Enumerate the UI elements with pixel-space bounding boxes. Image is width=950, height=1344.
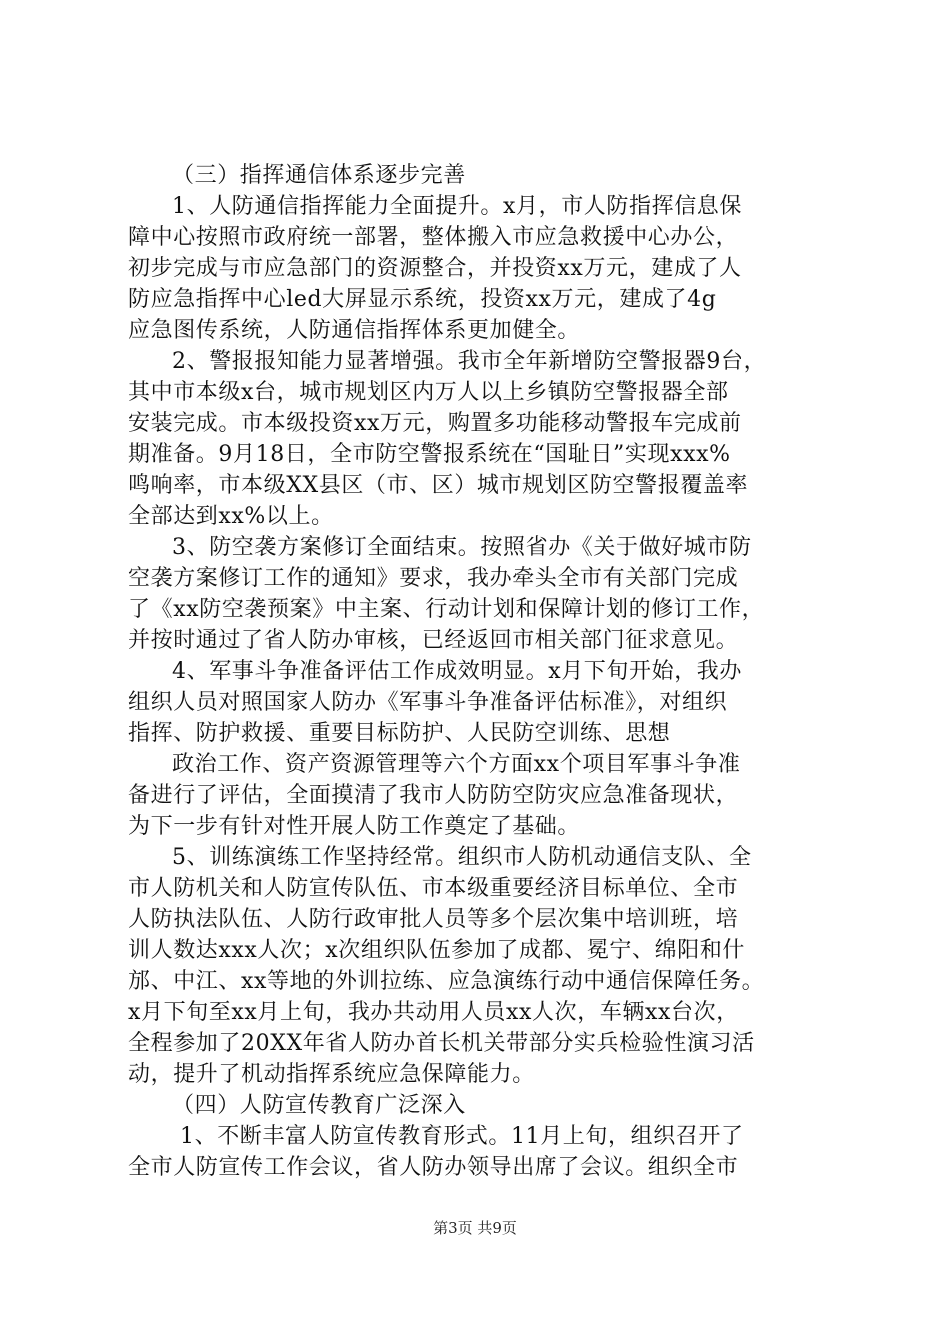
page-number-footer: 第3页 共9页: [433, 1219, 517, 1237]
paragraph-line: 应急图传系统，人防通信指挥体系更加健全。: [128, 318, 581, 343]
paragraph-line: 1、不断丰富人防宣传教育形式。11月上旬，组织召开了: [180, 1124, 744, 1149]
paragraph-line: 为下一步有针对性开展人防工作奠定了基础。: [128, 814, 581, 839]
paragraph-line: 训人数达xxx人次；x次组织队伍参加了成都、冕宁、绵阳和什: [128, 938, 746, 963]
paragraph-line: 安装完成。市本级投资xx万元，购置多功能移动警报车完成前: [128, 411, 742, 436]
paragraph-line: 初步完成与市应急部门的资源整合，并投资xx万元，建成了人: [128, 256, 742, 281]
section-heading-4: （四）人防宣传教育广泛深入: [172, 1093, 466, 1118]
section-heading-3: （三）指挥通信体系逐步完善: [172, 163, 466, 188]
paragraph-line: 全部达到xx%以上。: [128, 504, 334, 529]
paragraph-line: 防应急指挥中心led大屏显示系统，投资xx万元，建成了4g: [128, 287, 717, 312]
paragraph-line: 组织人员对照国家人防办《军事斗争准备评估标准》，对组织: [128, 690, 728, 715]
paragraph-line: 指挥、防护救援、重要目标防护、人民防空训练、思想: [128, 721, 671, 746]
paragraph-line: 了《xx防空袭预案》中主案、行动计划和保障计划的修订工作，: [128, 597, 765, 622]
paragraph-line: 全市人防宣传工作会议，省人防办领导出席了会议。组织全市: [128, 1155, 739, 1180]
paragraph-line: 邡、中江、xx等地的外训拉练、应急演练行动中通信保障任务。: [128, 969, 765, 994]
document-body: [128, 160, 828, 1183]
paragraph-line: 备进行了评估，全面摸清了我市人防防空防灾应急准备现状，: [128, 783, 739, 808]
paragraph-line: 5、训练演练工作坚持经常。组织市人防机动通信支队、全: [172, 845, 752, 870]
paragraph-line: 4、军事斗争准备评估工作成效明显。x月下旬开始，我办: [172, 659, 743, 684]
paragraph-line: 2、警报报知能力显著增强。我市全年新增防空警报器9台，: [172, 349, 767, 374]
paragraph-line: 并按时通过了省人防办审核，已经返回市相关部门征求意见。: [128, 628, 739, 653]
paragraph-line: 全程参加了20XX年省人防办首长机关带部分实兵检验性演习活: [128, 1031, 755, 1056]
paragraph-line: 动，提升了机动指挥系统应急保障能力。: [128, 1062, 535, 1087]
paragraph-line: 1、人防通信指挥能力全面提升。x月，市人防指挥信息保: [172, 194, 743, 219]
paragraph-line: 人防执法队伍、人防行政审批人员等多个层次集中培训班，培: [128, 907, 739, 932]
paragraph-line: x月下旬至xx月上旬，我办共动用人员xx人次，车辆xx台次，: [128, 1000, 739, 1025]
paragraph-line: 障中心按照市政府统一部署，整体搬入市应急救援中心办公，: [128, 225, 739, 250]
paragraph-line: 空袭方案修订工作的通知》要求，我办牵头全市有关部门完成: [128, 566, 739, 591]
paragraph-line: 其中市本级x台，城市规划区内万人以上乡镇防空警报器全部: [128, 380, 729, 405]
paragraph-line: 期准备。9月18日，全市防空警报系统在“国耻日”实现xxx%: [128, 442, 731, 467]
paragraph-line: 政治工作、资产资源管理等六个方面xx个项目军事斗争准: [172, 752, 741, 777]
paragraph-line: 鸣响率，市本级XX县区（市、区）城市规划区防空警报覆盖率: [128, 473, 749, 498]
paragraph-line: 市人防机关和人防宣传队伍、市本级重要经济目标单位、全市: [128, 876, 739, 901]
paragraph-line: 3、防空袭方案修订全面结束。按照省办《关于做好城市防: [172, 535, 752, 560]
